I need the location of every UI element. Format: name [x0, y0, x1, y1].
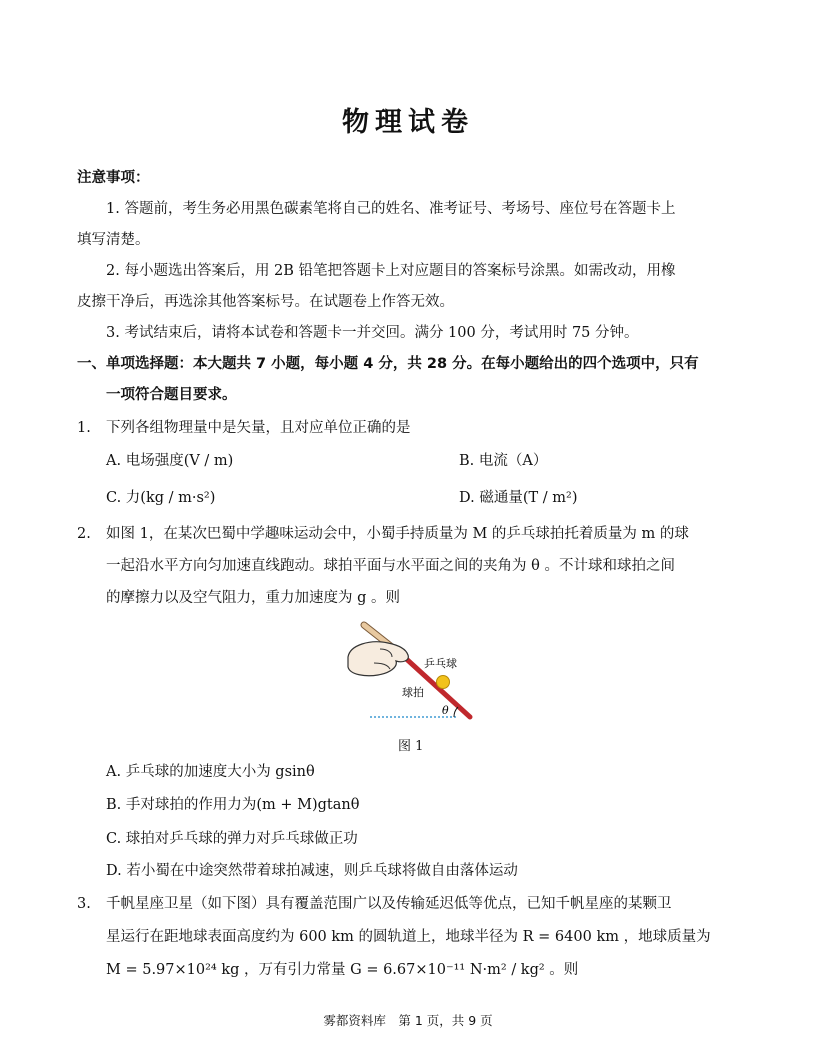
racket-label: 球拍	[402, 686, 424, 699]
question-3-line-3: M = 5.97×10²⁴ kg ，万有引力常量 G = 6.67×10⁻¹¹ N·m² / kg² 。则	[106, 962, 579, 978]
question-number-1: 1.	[77, 420, 91, 436]
question-2-line-1: 如图 1，在某次巴蜀中学趣味运动会中，小蜀手持质量为 M 的乒乓球拍托着质量为 m 的球	[106, 526, 689, 542]
question-1-option-b: B. 电流（A）	[459, 453, 548, 469]
question-2-option-b: B. 手对球拍的作用力为(m + M)gtanθ	[106, 797, 360, 813]
ball-label: 乒乓球	[424, 657, 457, 670]
notice-item-2-cont: 皮擦干净后，再选涂其他答案标号。在试题卷上作答无效。	[77, 294, 454, 310]
notice-item-2: 2. 每小题选出答案后，用 2B 铅笔把答题卡上对应题目的答案标号涂黑。如需改动，用橡	[106, 263, 676, 279]
notice-item-3: 3. 考试结束后，请将本试卷和答题卡一并交回。满分 100 分，考试用时 75 分钟。	[106, 325, 639, 341]
question-number-2: 2.	[77, 526, 91, 542]
question-1-stem: 下列各组物理量中是矢量，且对应单位正确的是	[106, 420, 411, 436]
question-3-line-2: 星运行在距地球表面高度约为 600 km 的圆轨道上，地球半径为 R = 6400 km ，地球质量为	[106, 929, 711, 945]
figure-caption: 图 1	[398, 739, 424, 754]
question-2-line-3: 的摩擦力以及空气阻力，重力加速度为 g 。则	[106, 590, 400, 606]
notice-heading: 注意事项：	[77, 170, 150, 186]
question-2-line-2: 一起沿水平方向匀加速直线跑动。球拍平面与水平面之间的夹角为 θ 。不计球和球拍之间	[106, 558, 675, 574]
question-2-option-d: D. 若小蜀在中途突然带着球拍减速，则乒乓球将做自由落体运动	[106, 863, 518, 879]
question-3-line-1: 千帆星座卫星（如下图）具有覆盖范围广以及传输延迟低等优点，已知千帆星座的某颗卫	[106, 896, 672, 912]
page-title: 物理试卷	[342, 107, 474, 138]
ping-pong-ball	[437, 676, 450, 689]
question-1-option-a: A. 电场强度(V / m)	[106, 453, 234, 469]
question-2-option-a: A. 乒乓球的加速度大小为 gsinθ	[106, 764, 315, 780]
section-heading: 一、单项选择题：本大题共 7 小题，每小题 4 分，共 28 分。在每小题给出的四个选项中，只有	[77, 356, 699, 372]
section-heading-cont: 一项符合题目要求。	[106, 387, 237, 403]
figure-1	[330, 615, 490, 725]
question-2-option-c: C. 球拍对乒乓球的弹力对乒乓球做正功	[106, 831, 358, 847]
notice-item-1: 1. 答题前，考生务必用黑色碳素笔将自己的姓名、准考证号、考场号、座位号在答题卡上	[106, 201, 676, 217]
page-footer: 雾都资料库 第 1 页，共 9 页	[323, 1013, 493, 1028]
question-1-option-d: D. 磁通量(T / m²)	[459, 490, 578, 506]
hand	[348, 642, 408, 676]
angle-label: θ	[442, 704, 449, 717]
question-1-option-c: C. 力(kg / m·s²)	[106, 490, 216, 506]
question-number-3: 3.	[77, 896, 91, 912]
notice-item-1-cont: 填写清楚。	[77, 232, 150, 248]
